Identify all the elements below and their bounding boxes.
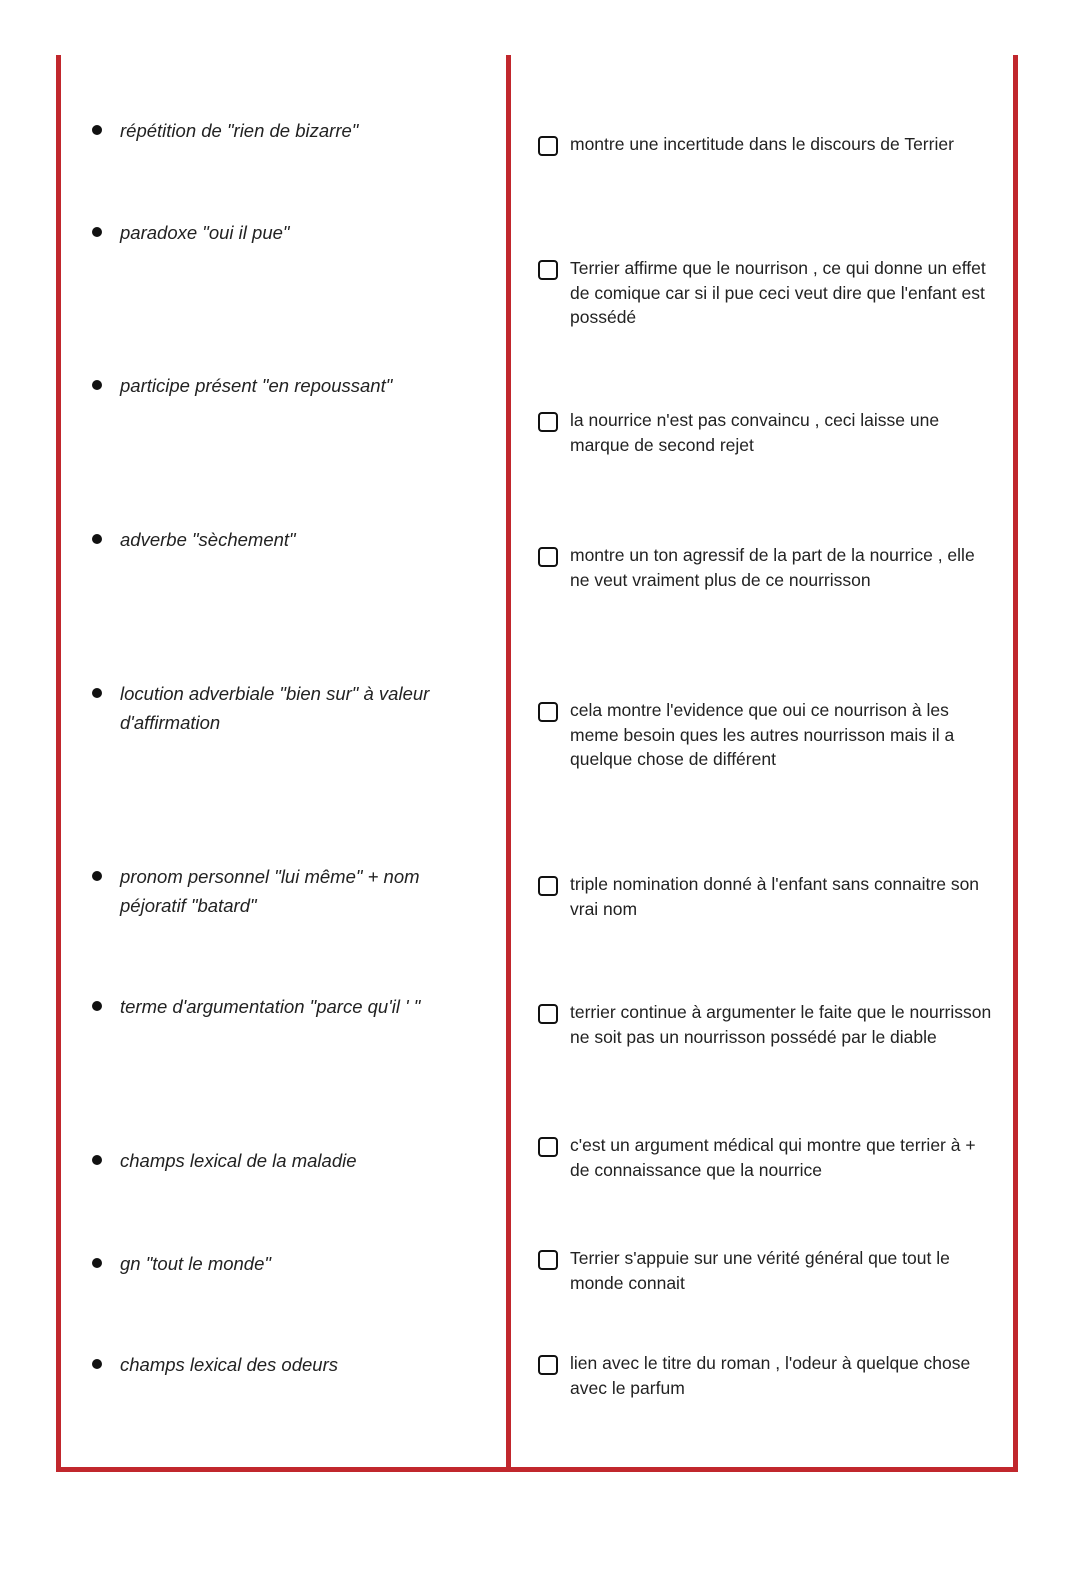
checkbox-icon[interactable]: [538, 876, 558, 896]
bullet-icon: [92, 125, 102, 135]
term-text: pronom personnel "lui même" + nom péjoratif "batard": [120, 866, 420, 916]
explanation-text: la nourrice n'est pas convaincu , ceci laisse une marque de second rejet: [570, 410, 940, 455]
bullet-icon: [92, 534, 102, 544]
right-border-line: [1013, 55, 1018, 1472]
term-text: gn "tout le monde": [120, 1253, 271, 1274]
explanation-item: [538, 1246, 998, 1295]
explanation-item: [538, 256, 998, 330]
term-item: [92, 371, 472, 400]
checkbox-icon[interactable]: [538, 412, 558, 432]
left-border-line: [56, 55, 61, 1472]
explanation-text: terrier continue à argumenter le faite que le nourrisson ne soit pas un nourrisson possédé par le diable: [570, 1002, 992, 1047]
checkbox-icon[interactable]: [538, 1250, 558, 1270]
explanation-item: [538, 872, 998, 921]
bullet-icon: [92, 1001, 102, 1011]
checkbox-icon[interactable]: [538, 1004, 558, 1024]
checkbox-icon[interactable]: [538, 260, 558, 280]
term-text: adverbe "sèchement": [120, 529, 296, 550]
checkbox-icon[interactable]: [538, 136, 558, 156]
term-text: répétition de "rien de bizarre": [120, 120, 359, 141]
checkbox-icon[interactable]: [538, 1355, 558, 1375]
explanation-text: cela montre l'evidence que oui ce nourrison à les meme besoin ques les autres nourrisson mais il a quelque chose de différent: [570, 700, 955, 769]
checkbox-icon[interactable]: [538, 1137, 558, 1157]
explanation-item: [538, 132, 998, 157]
term-item: [92, 679, 472, 737]
explanation-item: [538, 1133, 998, 1182]
explanation-item: [538, 543, 998, 592]
term-item: [92, 862, 472, 920]
term-item: [92, 1146, 472, 1175]
bullet-icon: [92, 688, 102, 698]
bullet-icon: [92, 871, 102, 881]
bullet-icon: [92, 1258, 102, 1268]
term-text: participe présent "en repoussant": [120, 375, 393, 396]
bullet-icon: [92, 227, 102, 237]
bullet-icon: [92, 1359, 102, 1369]
bottom-border-line: [56, 1467, 1018, 1472]
explanation-item: [538, 408, 998, 457]
explanation-item: [538, 698, 998, 772]
term-item: [92, 218, 472, 247]
explanation-text: c'est un argument médical qui montre que terrier à + de connaissance que la nourrice: [570, 1135, 976, 1180]
term-item: [92, 525, 472, 554]
explanation-text: Terrier affirme que le nourrison , ce qui donne un effet de comique car si il pue ceci veut dire que l'enfant est possédé: [570, 258, 986, 327]
explanation-text: Terrier s'appuie sur une vérité général que tout le monde connait: [570, 1248, 950, 1293]
term-item: [92, 116, 472, 145]
explanation-text: montre une incertitude dans le discours de Terrier: [570, 134, 954, 154]
term-item: [92, 1249, 472, 1278]
bullet-icon: [92, 1155, 102, 1165]
explanation-text: montre un ton agressif de la part de la nourrice , elle ne veut vraiment plus de ce nourrisson: [570, 545, 975, 590]
term-item: [92, 1350, 472, 1379]
checkbox-icon[interactable]: [538, 547, 558, 567]
term-text: locution adverbiale "bien sur" à valeur d'affirmation: [120, 683, 430, 733]
explanation-text: lien avec le titre du roman , l'odeur à quelque chose avec le parfum: [570, 1353, 971, 1398]
term-text: champs lexical de la maladie: [120, 1150, 357, 1171]
explanation-item: [538, 1000, 998, 1049]
column-divider-line: [506, 55, 511, 1472]
bullet-icon: [92, 380, 102, 390]
term-item: [92, 992, 472, 1021]
term-text: champs lexical des odeurs: [120, 1354, 338, 1375]
term-text: terme d'argumentation "parce qu'il ' ": [120, 996, 421, 1017]
explanation-text: triple nomination donné à l'enfant sans connaitre son vrai nom: [570, 874, 980, 919]
term-text: paradoxe "oui il pue": [120, 222, 290, 243]
checkbox-icon[interactable]: [538, 702, 558, 722]
explanation-item: [538, 1351, 998, 1400]
